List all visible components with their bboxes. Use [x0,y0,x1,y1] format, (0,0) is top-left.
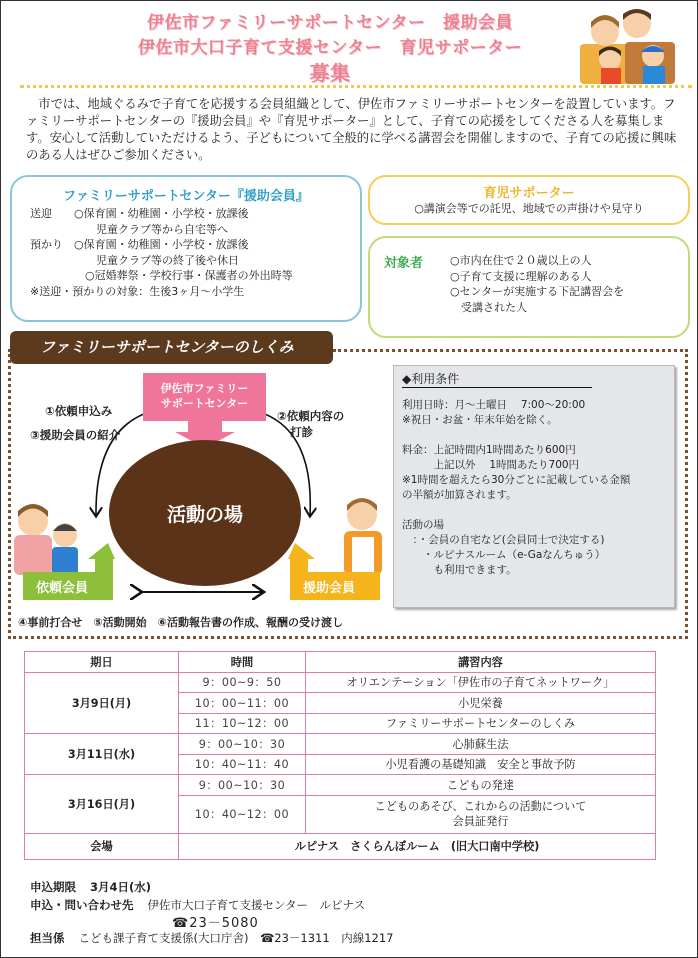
title-line-3: 募集 [309,61,351,85]
schedule-table [24,651,656,860]
content-cell: こどもの発達 [306,775,656,796]
staff-label: 担当係 [30,931,65,945]
childcare-supporter-text: ○講演会等での託児、地域での声掛けや見守り [414,202,644,215]
table-header-row [25,652,656,673]
support-line: 送迎 ○保育園・幼稚園・小学校・放課後 [30,207,249,220]
time-cell: 9：00~9：50 [179,672,306,693]
support-member-box [10,175,362,322]
activity-label: 活動の場 [166,504,243,526]
title-line-2: 伊佐市大口子育て支援センター 育児サポーター [137,38,523,58]
condition-line [402,428,666,443]
content-cell: ファミリーサポートセンターのしくみ [306,713,656,734]
title-line-1: 伊佐市ファミリーサポートセンター 援助会員 [147,13,513,33]
deadline-value: 3月4日(水) [90,880,152,894]
condition-line: ・ルピナスルーム（e-Gaなんちゅう） [402,549,606,561]
center-box [143,373,266,421]
helper-illustration [344,498,382,575]
time-cell: 10：00~11：00 [179,693,306,714]
deadline [30,879,165,895]
mechanism-title: ファミリーサポートセンターのしくみ [10,331,333,364]
table-row [25,672,656,693]
date-cell: 3月11日(水) [25,734,179,775]
content-cell: 小児栄養 [306,693,656,714]
condition-line: 利用日時：月～土曜日 7:00～20:00 [402,399,586,411]
intro-paragraph: 市では、地域ぐるみで子育てを応援する会員組織として、伊佐市ファミリーサポートセンターを設置しています。ファミリーサポートセンターの『援助会員』や『育児サポーター』として、子育ての応援をしてくださる人を募集します。安心して活動していただけるよう、子どもについて全般的に学べる講習会を開催しますので、子育ての応援に興味のある人はぜひご参加ください。 [26,97,677,162]
staff-value: こども課子育て支援係(大口庁舎) ☎23－1311 内線1217 [78,931,394,945]
header-content: 講習内容 [306,652,656,673]
table-row [25,775,656,796]
step-2-cont: 打診 [290,425,313,439]
helper-label: 援助会員 [303,581,356,596]
eligibility-label: 対象者 [384,256,424,271]
condition-line: の半額が加算されます。 [402,489,517,501]
deadline-label: 申込期限 [30,880,76,894]
condition-line: ：・会員の自宅など(会員同士で決定する) [402,534,605,546]
support-line: 預かり ○保育園・幼稚園・小学校・放課後 [30,238,249,251]
family-illustration [565,4,690,86]
venue-value: ルピナス さくらんぼルーム (旧大口南中学校) [179,833,656,859]
childcare-supporter-title: 育児サポーター [483,186,575,201]
center-box-line2: サポートセンター [160,397,249,410]
support-member-title: ファミリーサポートセンター『援助会員』 [63,189,309,204]
step-3: ③援助会員の紹介 [30,428,121,442]
eligibility-line: ○センターが実施する下記講習会を [450,285,625,298]
condition-line: ※祝日・お盆・年末年始を除く。 [402,414,558,426]
header-time: 時間 [179,652,306,673]
contact-phone: ☎23－5080 [172,916,259,931]
condition-line: 活動の場 [402,519,444,531]
time-cell: 10：40~11：40 [179,754,306,775]
time-cell: 9：00~10：30 [179,775,306,796]
time-cell: 9：00~10：30 [179,734,306,755]
support-line: ○冠婚葬祭・学校行事・保護者の外出時等 [30,269,293,282]
content-cell: オリエンテーション「伊佐市の子育てネットワーク」 [306,672,656,693]
conditions-heading: ◆利用条件 [402,372,592,388]
condition-line: も利用できます。 [402,564,517,576]
condition-line: 上記以外 1時間あたり700円 [402,459,580,471]
condition-line [402,503,666,518]
date-cell: 3月9日(月) [25,672,179,734]
date-cell: 3月16日(月) [25,775,179,834]
support-line: 児童クラブ等の終了後や休日 [30,253,239,267]
content-line: こどものあそび、これからの活動について [374,800,587,813]
eligibility-line: ○市内在住で２０歳以上の人 [450,254,592,267]
time-cell: 11：10~12：00 [179,713,306,734]
venue-row [25,833,656,859]
center-box-line1: 伊佐市ファミリー [160,382,249,395]
venue-label: 会場 [25,833,179,859]
header-divider [20,85,692,88]
childcare-supporter-box [368,175,690,225]
support-line: ※送迎・預かりの対象：生後3ヶ月～小学生 [30,284,245,298]
condition-line: ※1時間を超えたら30分ごとに記載している金額 [402,474,631,486]
requester-label: 依頼会員 [36,581,89,596]
bottom-steps: ④事前打合せ ⑤活動開始 ⑥活動報告書の作成、報酬の受け渡し [18,616,343,629]
content-cell [306,795,656,833]
condition-line: 料金：上記時間内1時間あたり600円 [402,444,576,456]
contact-value: 伊佐市大口子育て支援センター ルピナス [147,898,366,912]
table-row [25,734,656,755]
mechanism-frame-top [333,349,688,352]
requester-illustration [14,504,78,575]
step-1: ①依頼申込み [45,404,113,418]
usage-conditions-box [393,365,675,608]
content-line: 会員証発行 [452,815,509,828]
support-line: 児童クラブ等から自宅等へ [30,222,228,236]
staff [30,930,393,946]
contact [30,897,365,913]
eligibility-line: 受講された人 [450,300,527,314]
contact-label: 申込・問い合わせ先 [30,898,134,912]
time-cell: 10：40~12：00 [179,795,306,833]
content-cell: 小児看護の基礎知識 安全と事故予防 [306,754,656,775]
content-cell: 心肺蘇生法 [306,734,656,755]
eligibility-line: ○子育て支援に理解のある人 [450,269,592,283]
header-date: 期日 [25,652,179,673]
eligibility-box [368,236,690,338]
step-2: ②依頼内容の [277,409,345,423]
